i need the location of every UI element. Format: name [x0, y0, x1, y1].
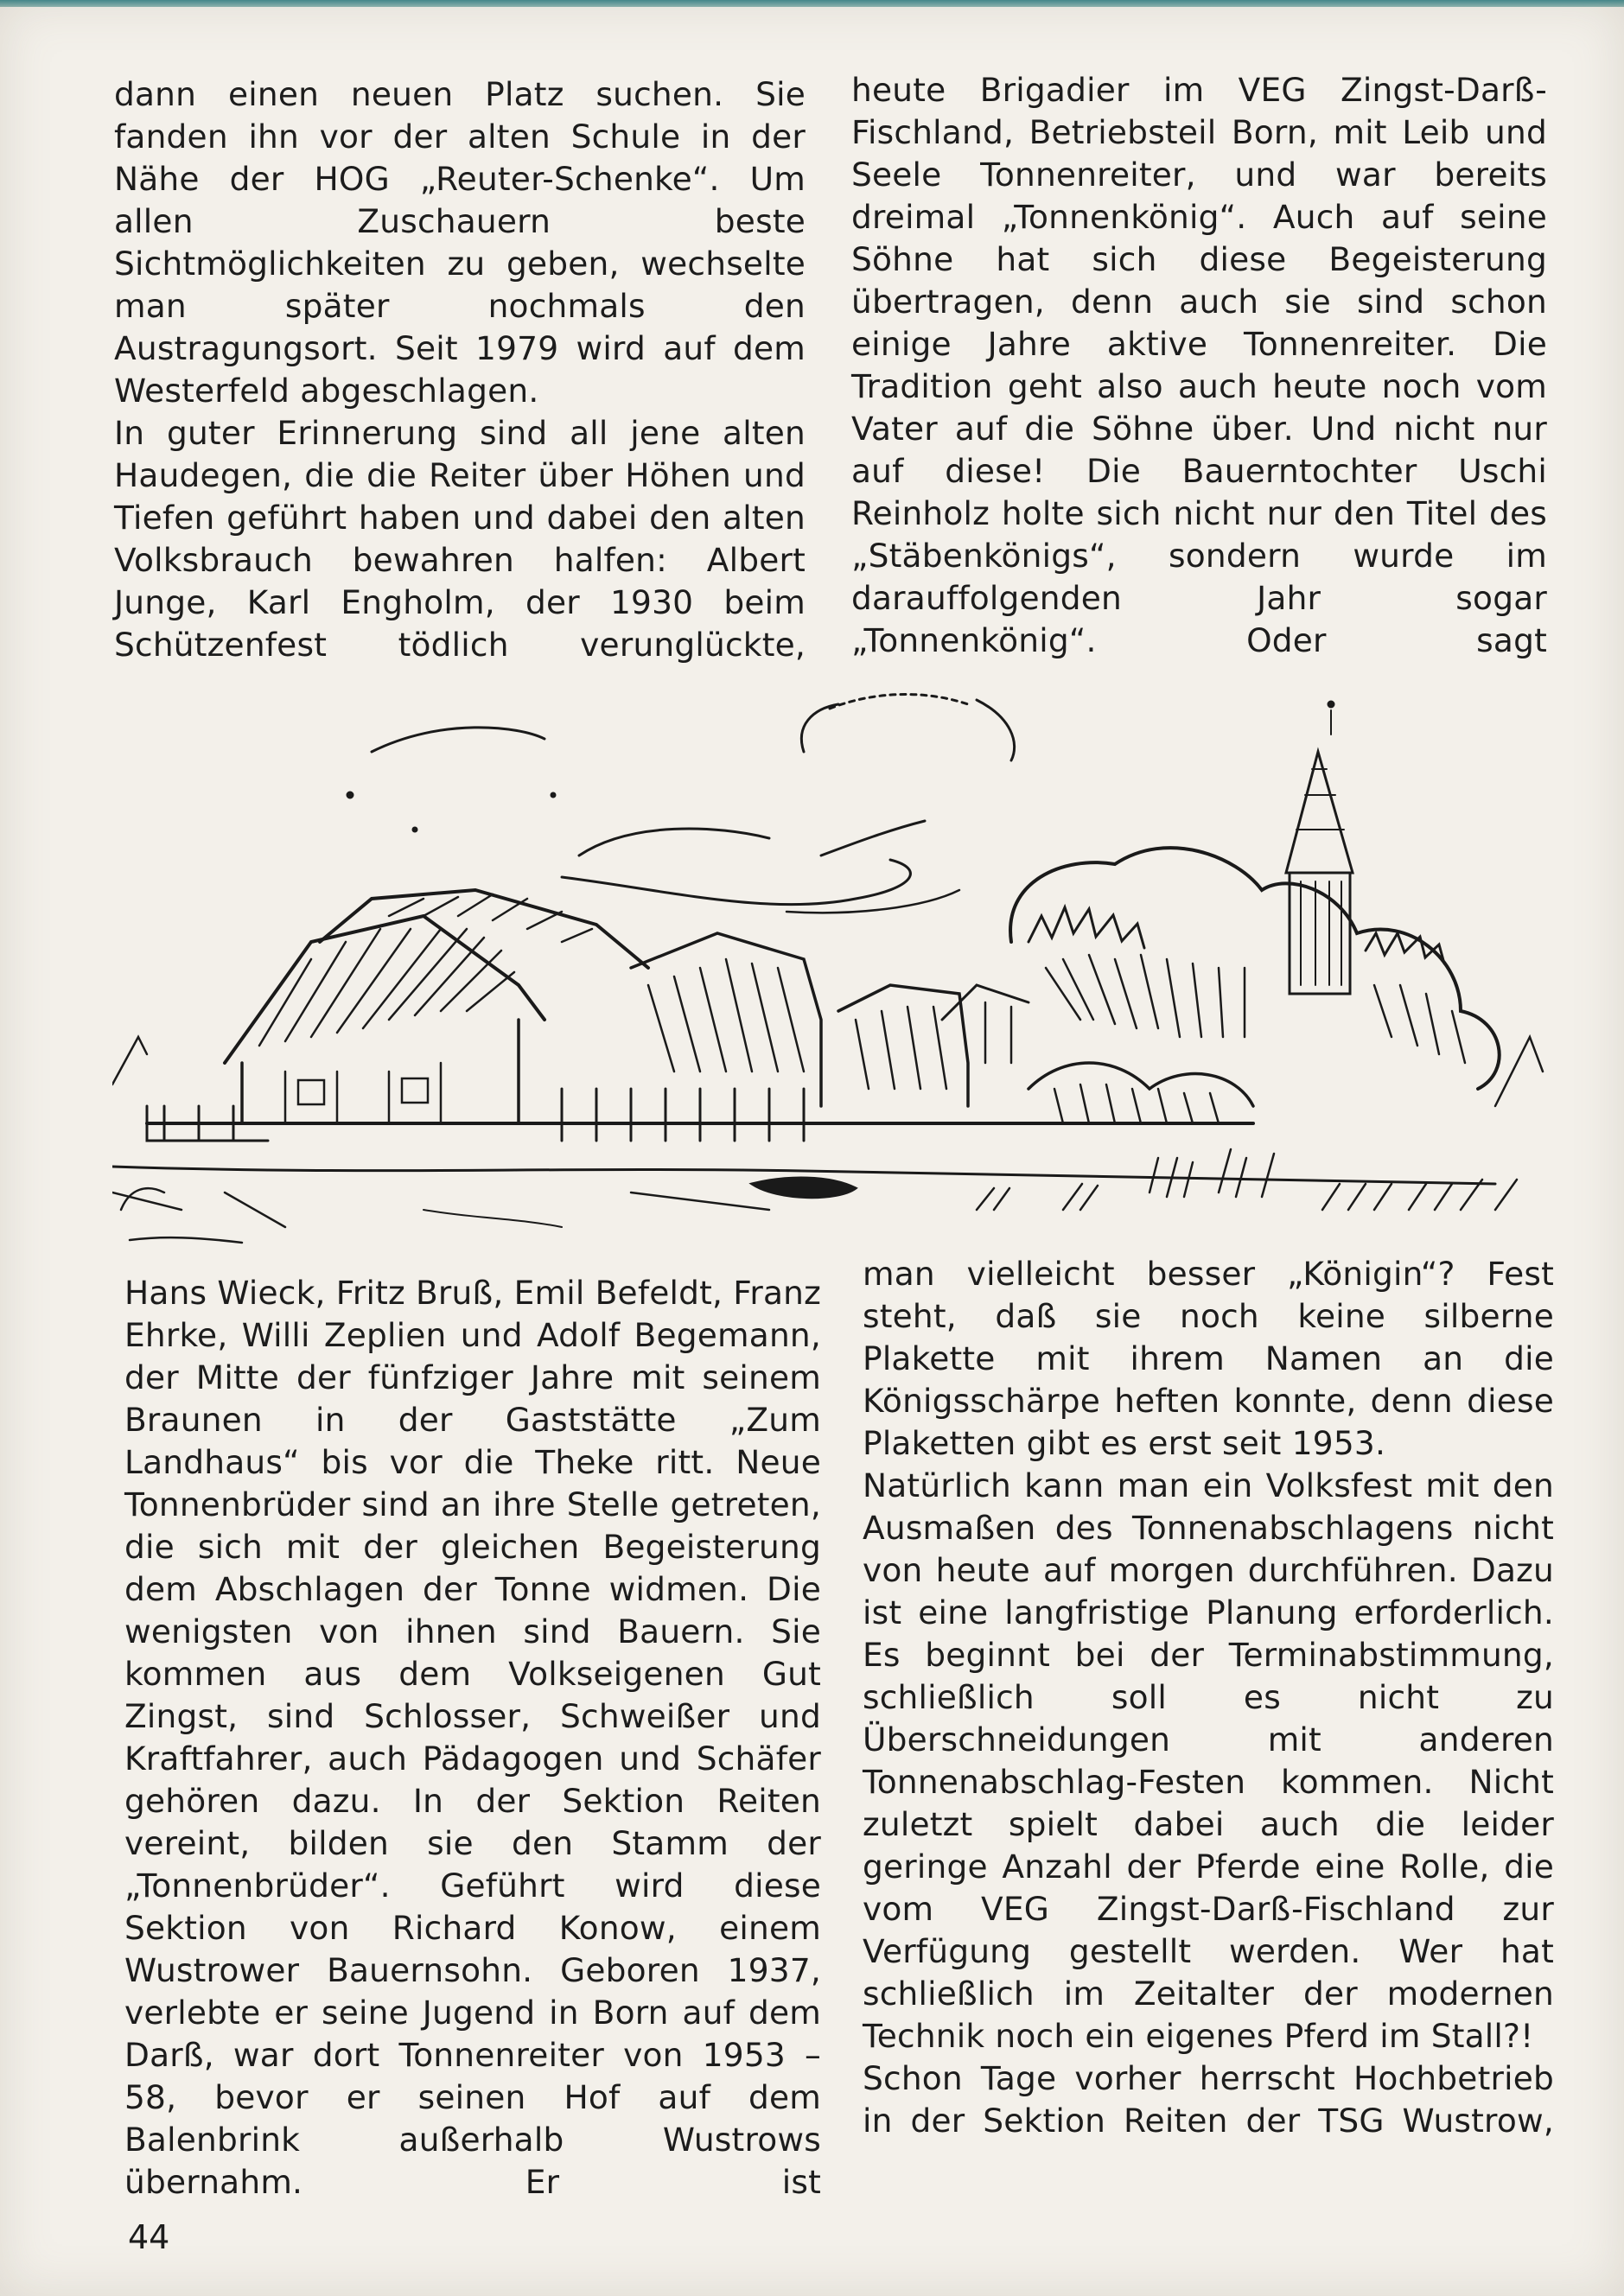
- text-column-top-right: [851, 69, 1547, 662]
- paragraph: Hans Wieck, Fritz Bruß, Emil Befeldt, Franz Ehrke, Willi Zeplien und Adolf Begemann, der Mitte der fünfziger Jahre mit seinem Braunen in der Gaststätte „Zum Landhaus“ bis vor die Theke ritt. Neue Tonnenbrüder sind an ihre Stelle getreten, die sich mit der gleichen Begeisterung dem Abschlagen der Tonne widmen. Die wenigsten von ihnen sind Bauern. Sie kommen aus dem Volkseigenen Gut Zingst, sind Schlosser, Schweißer und Kraftfahrer, auch Pädagogen und Schäfer gehören dazu. In der Sektion Reiten vereint, bilden sie den Stamm der „Tonnenbrüder“. Geführt wird diese Sektion von Richard Konow, einem Wustrower Bauernsohn. Geboren 1937, verlebte er seine Jugend in Born auf dem Darß, war dort Tonnenreiter von 1953 – 58, bevor er seinen Hof auf dem Balenbrink außerhalb Wustrows übernahm. Er ist: [124, 1274, 821, 2201]
- text-column-top-left: [114, 73, 806, 666]
- paragraph: man vielleicht besser „Königin“? Fest steht, daß sie noch keine silberne Plakette mit ihrem Namen an die Königsschärpe heften konnte, denn diese Plaketten gibt es erst seit 1953.: [863, 1255, 1554, 1462]
- top-color-rule: [0, 0, 1624, 7]
- paragraph: Schon Tage vorher herrscht Hochbetrieb in der Sektion Reiten der TSG Wustrow,: [863, 2059, 1554, 2140]
- paragraph: heute Brigadier im VEG Zingst-Darß-Fischland, Betriebsteil Born, mit Leib und Seele Tonnenreiter, und war bereits dreimal „Tonnenkönig“. Auch auf seine Söhne hat sich diese Begeisterung übertragen, denn auch sie sind schon einige Jahre aktive Tonnenreiter. Die Tradition geht also auch heute noch vom Vater auf die Söhne über. Und nicht nur auf diese! Die Bauerntochter Uschi Reinholz holte sich nicht nur den Titel des „Stäbenkönigs“, sondern wurde im darauffolgenden Jahr sogar „Tonnenkönig“. Oder sagt: [851, 71, 1547, 659]
- text-column-bottom-left: [124, 1272, 821, 2204]
- village-sketch-illustration: [112, 657, 1547, 1253]
- paragraph: In guter Erinnerung sind all jene alten Haudegen, die die Reiter über Höhen und Tiefen geführt haben und dabei den alten Volksbrauch bewahren halfen: Albert Junge, Karl Engholm, der 1930 beim Schützenfest tödlich verunglückte,: [114, 414, 806, 664]
- page-number: 44: [128, 2218, 170, 2256]
- paragraph: dann einen neuen Platz suchen. Sie fanden ihn vor der alten Schule in der Nähe der HOG „Reuter-Schenke“. Um allen Zuschauern beste Sichtmöglichkeiten zu geben, wechselte man später nochmals den Austragungsort. Seit 1979 wird auf dem Westerfeld abgeschlagen.: [114, 75, 806, 410]
- text-column-bottom-right: [863, 1253, 1554, 2142]
- paragraph: Natürlich kann man ein Volksfest mit den Ausmaßen des Tonnenabschlagens nicht von heute auf morgen durchführen. Dazu ist eine langfristige Planung erforderlich. Es beginnt bei der Terminabstimmung, schließlich soll es nicht zu Überschneidungen mit anderen Tonnenabschlag-Festen kommen. Nicht zuletzt spielt dabei auch die leider geringe Anzahl der Pferde eine Rolle, die vom VEG Zingst-Darß-Fischland zur Verfügung gestellt werden. Wer hat schließlich im Zeitalter der modernen Technik noch ein eigenes Pferd im Stall?!: [863, 1466, 1554, 2055]
